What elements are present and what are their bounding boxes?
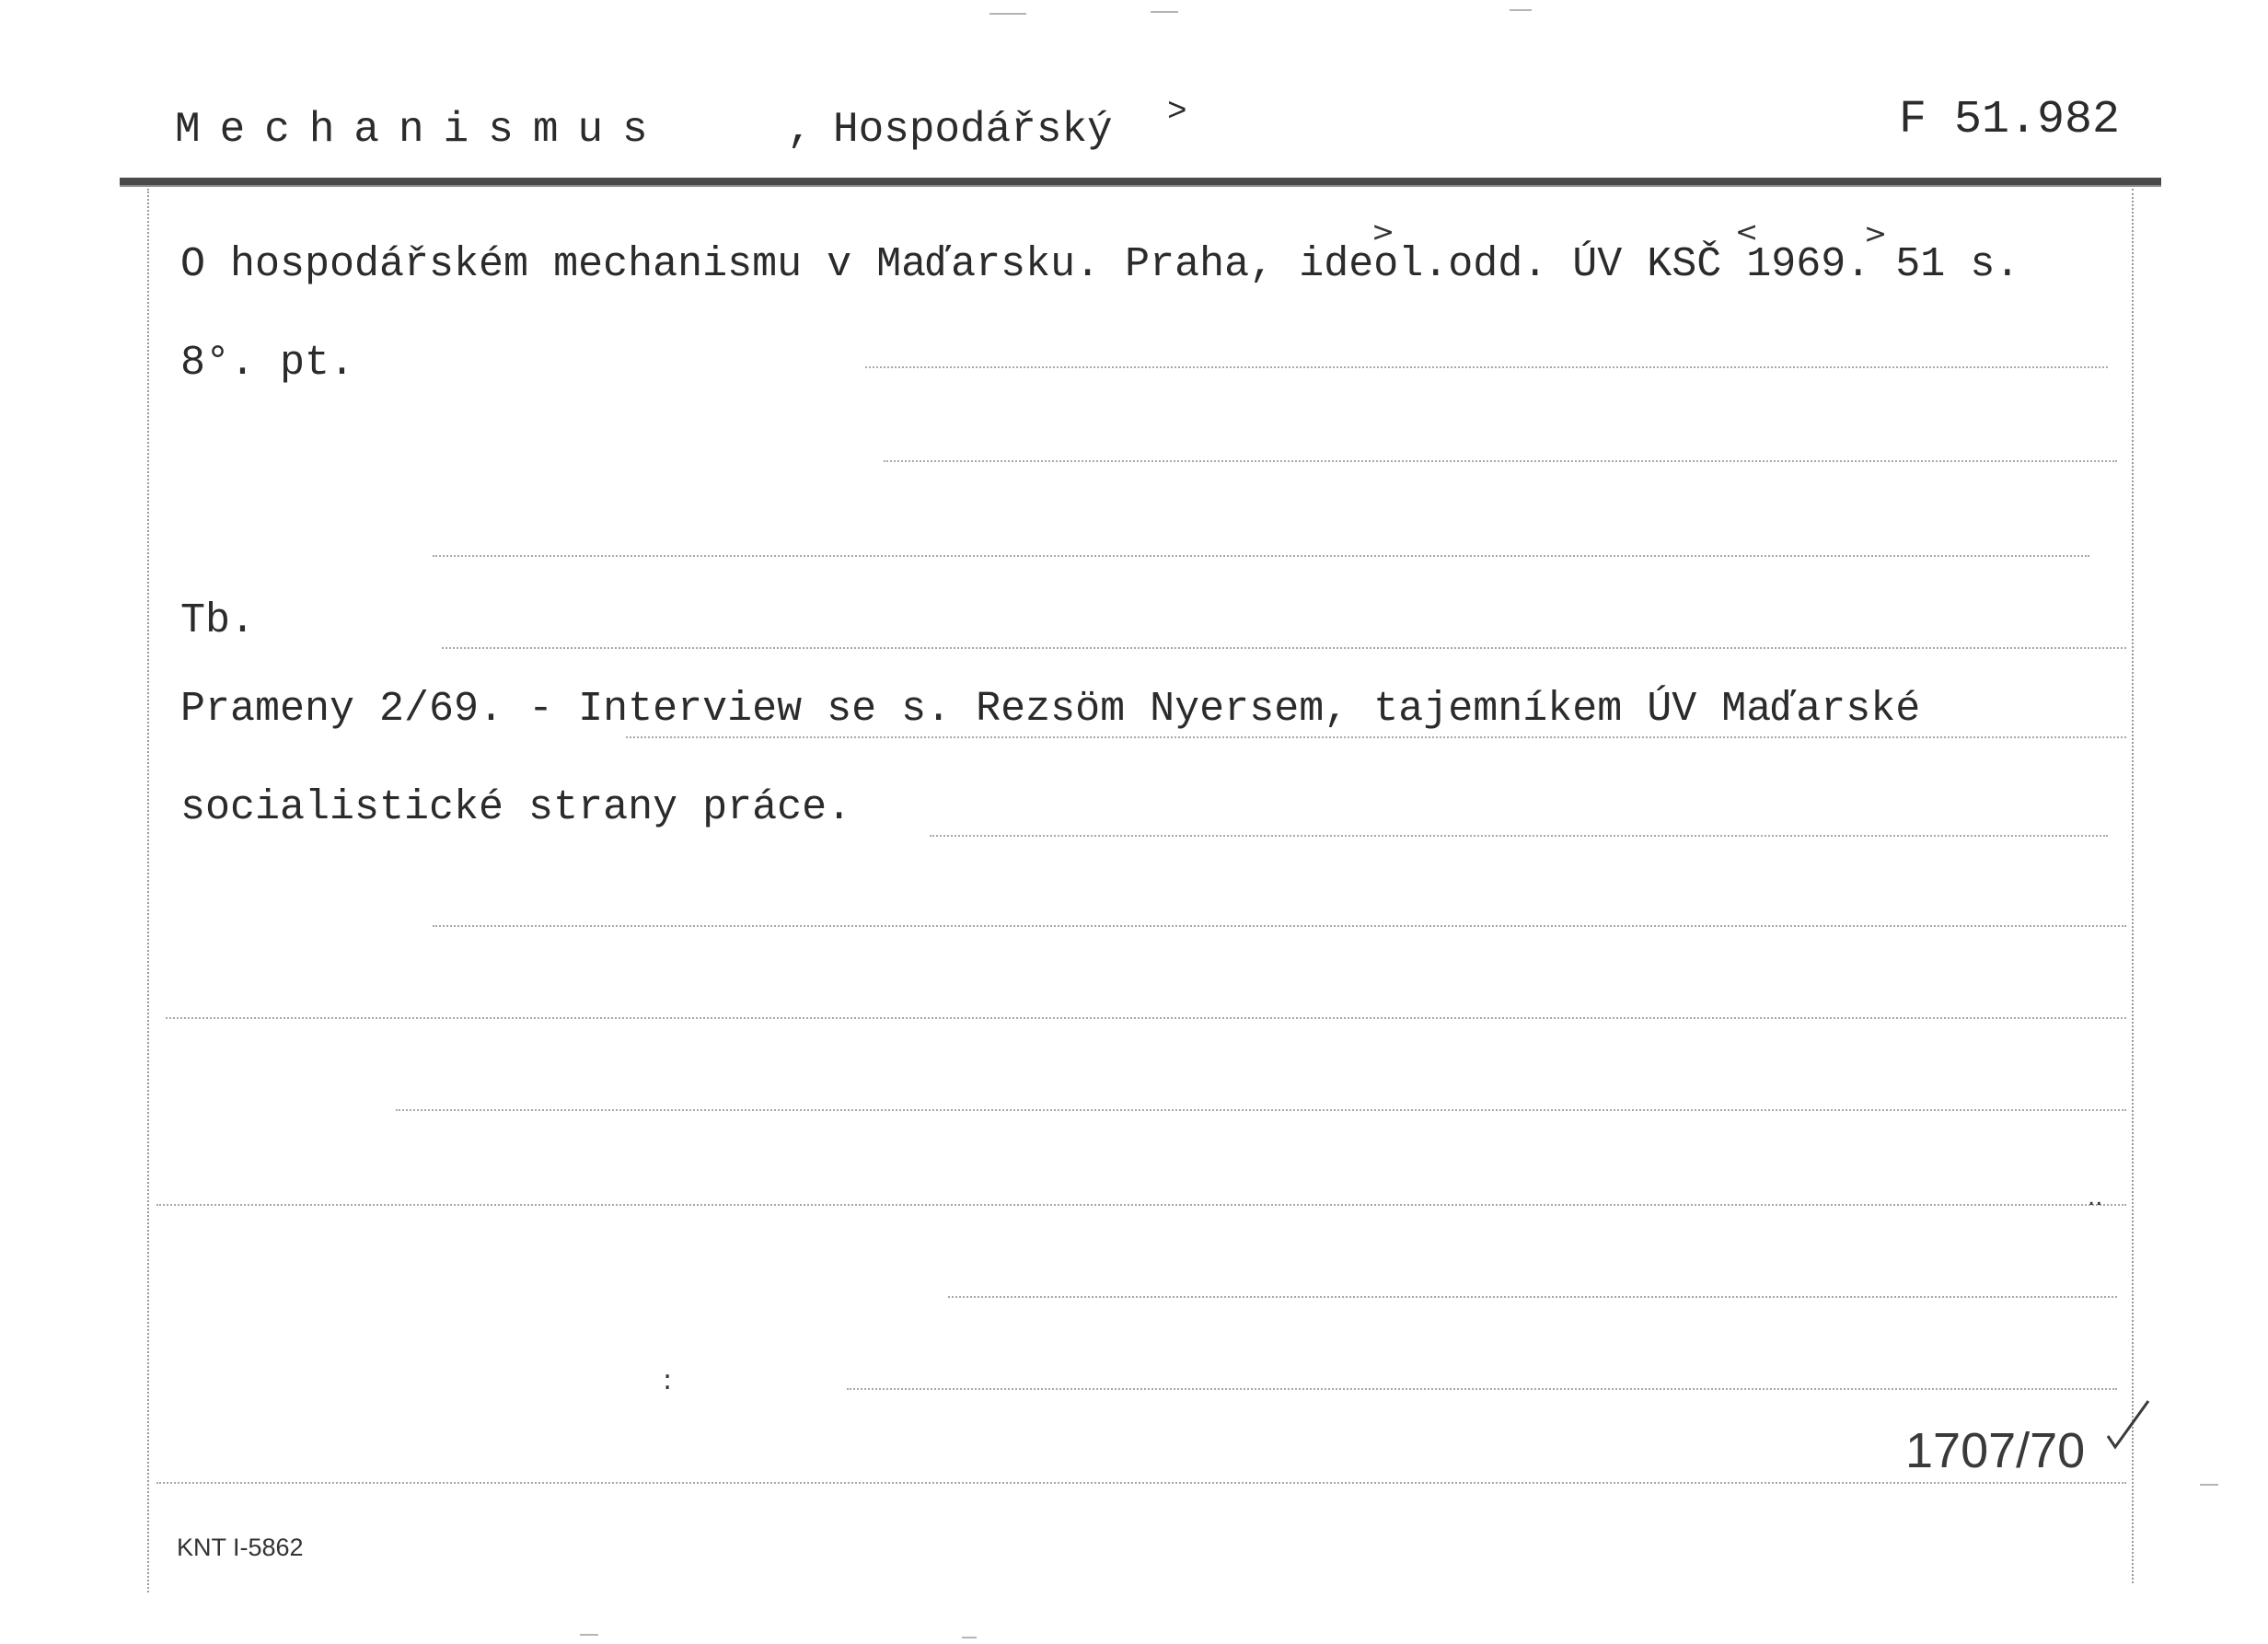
- ruling-line: [166, 1017, 2126, 1019]
- bracket-mark: >: [1371, 216, 1395, 249]
- heading-bracket: >: [1167, 93, 1187, 131]
- ruling-line: [156, 1482, 2126, 1484]
- call-number: F 51.982: [1899, 94, 2121, 146]
- checkmark-icon: [2100, 1395, 2156, 1451]
- format-line: 8°. pt.: [180, 340, 355, 387]
- accession-number: 1707/70: [1905, 1423, 2086, 1478]
- ruling-line: [396, 1109, 2126, 1111]
- scan-speck: [1151, 11, 1178, 13]
- print-code: KNT I-5862: [177, 1534, 304, 1561]
- abbrev-line: Tb.: [180, 597, 256, 644]
- title-line: O hospodářském mechanismu v Maďarsku. Praha, ideol.odd. ÚV KSČ 1969. 51 s.: [180, 241, 2020, 288]
- left-margin-guide: [147, 189, 149, 1592]
- scan-speck: [1510, 9, 1532, 11]
- stray-mark: ..: [2088, 1184, 2103, 1211]
- ruling-line: [847, 1388, 2117, 1390]
- ruling-line: [865, 366, 2108, 368]
- ruling-line: [948, 1296, 2117, 1298]
- right-margin-guide: [2132, 189, 2134, 1583]
- bracket-mark: >: [1864, 218, 1888, 250]
- heading-separator: ,: [787, 106, 813, 154]
- ruling-line: [930, 835, 2108, 837]
- ruling-line: [156, 1204, 2126, 1206]
- note-line-2: socialistické strany práce.: [180, 784, 852, 831]
- ruling-line: [884, 460, 2117, 462]
- heading-rule: [120, 178, 2161, 185]
- stray-mark: :: [663, 1364, 673, 1396]
- scan-speck: [962, 1637, 977, 1638]
- heading-rule-shadow: [120, 185, 2161, 187]
- scan-speck: [989, 13, 1026, 15]
- ruling-line: [433, 555, 2089, 557]
- ruling-line: [626, 736, 2126, 738]
- scan-speck: [580, 1634, 598, 1636]
- heading-subheading: Hospodářský: [833, 106, 1113, 154]
- bracket-mark: <: [1735, 216, 1759, 249]
- ruling-line: [433, 925, 2126, 927]
- note-line-1: Prameny 2/69. - Interview se s. Rezsöm Nyersem, tajemníkem ÚV Maďarské: [180, 686, 1921, 733]
- heading-subject: Mechanismus: [175, 106, 667, 154]
- scan-speck: [2200, 1484, 2218, 1486]
- ruling-line: [442, 647, 2126, 649]
